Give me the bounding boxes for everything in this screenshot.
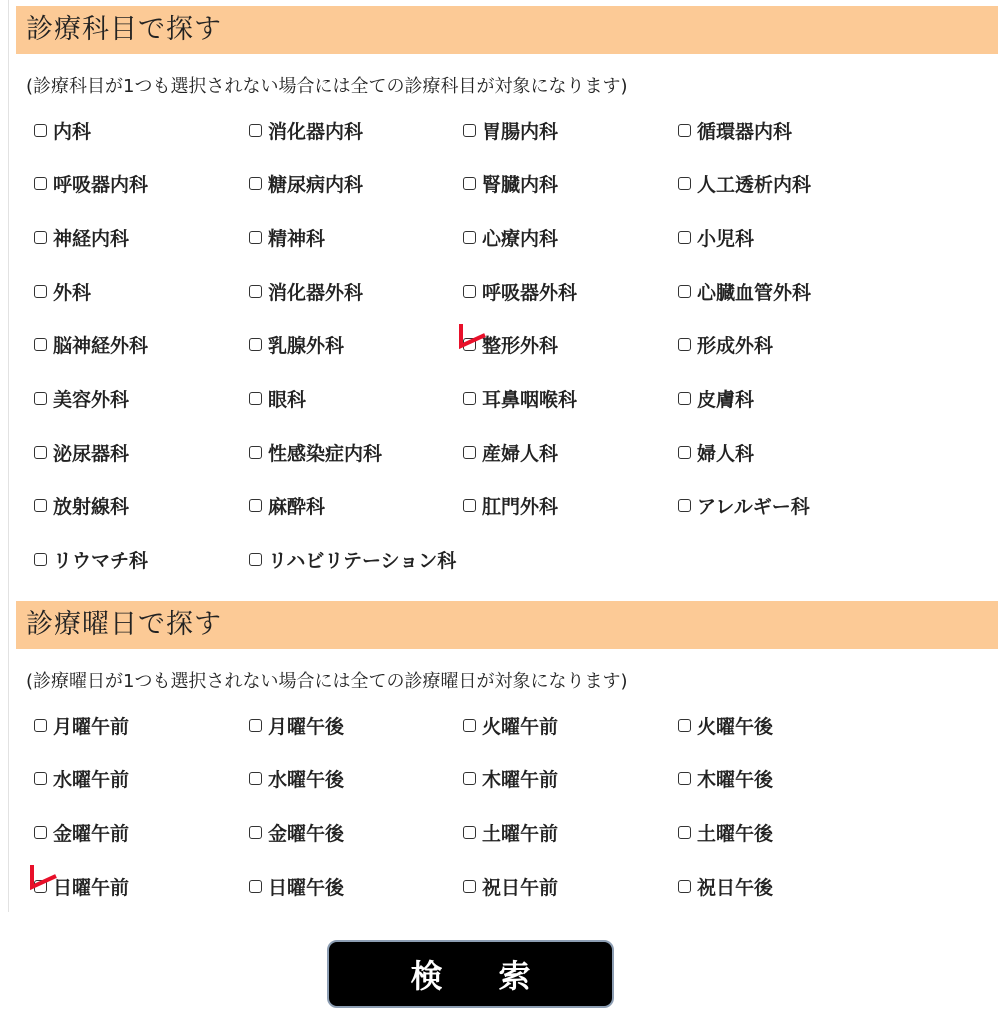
day-checkbox[interactable] — [463, 772, 476, 785]
department-checkbox[interactable] — [34, 177, 47, 190]
department-checkbox[interactable] — [34, 285, 47, 298]
day-option-label: 木曜午後 — [697, 769, 774, 792]
department-option[interactable] — [463, 169, 558, 199]
department-option-label: 泌尿器科 — [53, 442, 130, 465]
department-option-label: 呼吸器外科 — [482, 281, 578, 304]
day-checkbox[interactable] — [678, 772, 691, 785]
department-option[interactable] — [34, 491, 129, 521]
department-option-label: 腎臓内科 — [482, 174, 559, 197]
day-checkbox[interactable] — [463, 880, 476, 893]
day-option-label: 日曜午後 — [268, 876, 345, 899]
day-option[interactable] — [463, 817, 558, 847]
department-option-label: リウマチ科 — [53, 550, 149, 573]
day-checkbox[interactable] — [249, 826, 262, 839]
department-checkbox[interactable] — [678, 499, 691, 512]
department-option[interactable] — [463, 384, 577, 414]
day-option-label: 火曜午前 — [482, 715, 559, 738]
department-checkbox[interactable] — [249, 285, 262, 298]
department-checkbox[interactable] — [678, 392, 691, 405]
day-option[interactable] — [463, 710, 558, 740]
department-option[interactable] — [249, 169, 363, 199]
department-option-label: 内科 — [53, 120, 92, 143]
department-option-label: 整形外科 — [482, 335, 559, 358]
department-section-title: 診療科目で探す — [16, 6, 998, 54]
department-option[interactable] — [463, 491, 558, 521]
department-option-label: 心療内科 — [482, 227, 559, 250]
day-option-label: 火曜午後 — [697, 715, 774, 738]
department-option[interactable] — [34, 169, 148, 199]
department-option[interactable] — [678, 222, 754, 252]
department-checkbox[interactable] — [34, 553, 47, 566]
department-checkbox[interactable] — [678, 285, 691, 298]
department-option-label: 性感染症内科 — [268, 442, 383, 465]
department-option-label: 脳神経外科 — [53, 335, 149, 358]
department-checkbox[interactable] — [249, 231, 262, 244]
day-option-label: 祝日午前 — [482, 876, 559, 899]
department-option[interactable] — [678, 330, 773, 360]
department-option-label: 麻酔科 — [268, 496, 326, 519]
department-option-label: 神経内科 — [53, 227, 130, 250]
department-option-label: 胃腸内科 — [482, 120, 559, 143]
department-option-label: 眼科 — [268, 389, 307, 411]
day-option-label: 水曜午後 — [268, 769, 345, 792]
department-checkbox[interactable] — [249, 499, 262, 512]
department-option[interactable] — [34, 384, 129, 414]
department-option[interactable] — [463, 330, 558, 360]
department-option-label: 乳腺外科 — [268, 335, 345, 358]
department-checkbox[interactable] — [249, 338, 262, 351]
department-checkbox[interactable] — [463, 446, 476, 459]
day-checkbox[interactable] — [463, 826, 476, 839]
day-option[interactable] — [678, 871, 773, 901]
day-option[interactable] — [678, 764, 773, 794]
department-checkbox[interactable] — [463, 231, 476, 244]
department-option[interactable] — [34, 545, 148, 575]
department-option[interactable] — [249, 384, 306, 414]
department-option[interactable] — [34, 437, 129, 467]
department-option[interactable] — [249, 276, 363, 306]
department-option-label: 呼吸器内科 — [53, 174, 149, 197]
department-option[interactable] — [249, 491, 325, 521]
department-option[interactable] — [463, 222, 558, 252]
department-option[interactable] — [34, 276, 91, 306]
day-option[interactable] — [34, 871, 129, 901]
department-option-label: 形成外科 — [697, 335, 774, 358]
department-checkbox[interactable] — [249, 124, 262, 137]
department-option[interactable] — [678, 276, 811, 306]
department-section-note: (診療科目が1つも選択されない場合には全ての診療科目が対象になります) — [26, 76, 628, 97]
department-option-label: 放射線科 — [53, 496, 130, 519]
department-option[interactable] — [678, 115, 792, 145]
day-option-label: 土曜午後 — [697, 822, 774, 845]
department-checkbox[interactable] — [463, 499, 476, 512]
department-option[interactable] — [678, 491, 810, 521]
department-checkbox[interactable] — [249, 392, 262, 405]
department-option[interactable] — [249, 437, 382, 467]
department-option-label: 小児科 — [697, 227, 755, 250]
department-checkbox[interactable] — [463, 124, 476, 137]
department-option-label: 消化器内科 — [268, 120, 364, 143]
day-option[interactable] — [249, 764, 344, 794]
department-option[interactable] — [463, 276, 577, 306]
department-option-label: 心臓血管外科 — [697, 281, 812, 304]
department-checkbox[interactable] — [678, 446, 691, 459]
department-option-label: 消化器外科 — [268, 281, 364, 304]
day-option[interactable] — [463, 871, 558, 901]
department-option[interactable] — [249, 222, 325, 252]
day-checkbox[interactable] — [678, 826, 691, 839]
search-button[interactable]: 検索 — [327, 940, 614, 1008]
department-option[interactable] — [34, 115, 91, 145]
day-checkbox[interactable] — [678, 719, 691, 732]
day-option[interactable] — [34, 817, 129, 847]
day-checkbox[interactable] — [34, 772, 47, 785]
day-checkbox[interactable] — [249, 719, 262, 732]
department-option-label: 皮膚科 — [697, 389, 755, 411]
day-option-label: 土曜午前 — [482, 822, 559, 845]
day-option-label: 月曜午前 — [53, 715, 130, 738]
day-checkbox[interactable] — [463, 719, 476, 732]
day-option[interactable] — [249, 817, 344, 847]
department-option-label: 耳鼻咽喉科 — [482, 389, 578, 411]
day-option-label: 月曜午後 — [268, 715, 345, 738]
department-option[interactable] — [249, 330, 344, 360]
department-checkbox[interactable] — [34, 499, 47, 512]
day-option-label: 金曜午後 — [268, 822, 345, 845]
department-option[interactable] — [34, 330, 148, 360]
department-checkbox[interactable] — [249, 446, 262, 459]
day-option-label: 日曜午前 — [53, 876, 130, 899]
day-section-title: 診療曜日で探す — [16, 601, 998, 649]
department-option[interactable] — [249, 115, 363, 145]
department-option-label: アレルギー科 — [697, 496, 810, 519]
department-option-label: 美容外科 — [53, 389, 130, 411]
department-checkbox[interactable] — [463, 285, 476, 298]
day-option-label: 金曜午前 — [53, 822, 130, 845]
department-option[interactable] — [678, 437, 754, 467]
department-option-label: リハビリテーション科 — [268, 550, 457, 573]
department-checkbox[interactable] — [34, 392, 47, 405]
department-option-label: 循環器内科 — [697, 120, 793, 143]
department-option-label: 糖尿病内科 — [268, 174, 364, 197]
day-option[interactable] — [678, 710, 773, 740]
day-option[interactable] — [463, 764, 558, 794]
department-checkbox[interactable] — [249, 177, 262, 190]
department-checkbox[interactable] — [463, 177, 476, 190]
day-checkbox[interactable] — [34, 826, 47, 839]
department-option-label: 外科 — [53, 281, 92, 304]
department-option-label: 人工透析内科 — [697, 174, 812, 197]
day-checkbox[interactable] — [34, 880, 47, 893]
department-checkbox[interactable] — [34, 124, 47, 137]
department-option[interactable] — [678, 384, 754, 414]
department-checkbox[interactable] — [34, 446, 47, 459]
day-option[interactable] — [249, 710, 344, 740]
department-checkbox[interactable] — [34, 231, 47, 244]
department-option[interactable] — [463, 115, 558, 145]
department-checkbox[interactable] — [463, 338, 476, 351]
department-checkbox[interactable] — [678, 338, 691, 351]
day-option[interactable] — [34, 764, 129, 794]
day-option[interactable] — [249, 871, 344, 901]
department-option-label: 産婦人科 — [482, 442, 559, 465]
department-option-label: 肛門外科 — [482, 496, 559, 519]
day-checkbox[interactable] — [678, 880, 691, 893]
department-checkbox[interactable] — [678, 124, 691, 137]
day-option[interactable] — [678, 817, 773, 847]
department-checkbox[interactable] — [678, 231, 691, 244]
day-option[interactable] — [34, 710, 129, 740]
department-checkbox[interactable] — [34, 338, 47, 351]
department-checkbox[interactable] — [678, 177, 691, 190]
day-option-label: 木曜午前 — [482, 769, 559, 792]
day-checkbox[interactable] — [34, 719, 47, 732]
department-option[interactable] — [678, 169, 811, 199]
day-checkbox[interactable] — [249, 880, 262, 893]
day-checkbox[interactable] — [249, 772, 262, 785]
department-option[interactable] — [249, 545, 456, 575]
department-option-label: 婦人科 — [697, 442, 755, 465]
department-option[interactable] — [463, 437, 558, 467]
department-checkbox[interactable] — [249, 553, 262, 566]
day-section-note: (診療曜日が1つも選択されない場合には全ての診療曜日が対象になります) — [26, 671, 628, 692]
department-option-label: 精神科 — [268, 227, 326, 250]
day-option-label: 水曜午前 — [53, 769, 130, 792]
day-option-label: 祝日午後 — [697, 876, 774, 899]
department-option[interactable] — [34, 222, 129, 252]
department-checkbox[interactable] — [463, 392, 476, 405]
